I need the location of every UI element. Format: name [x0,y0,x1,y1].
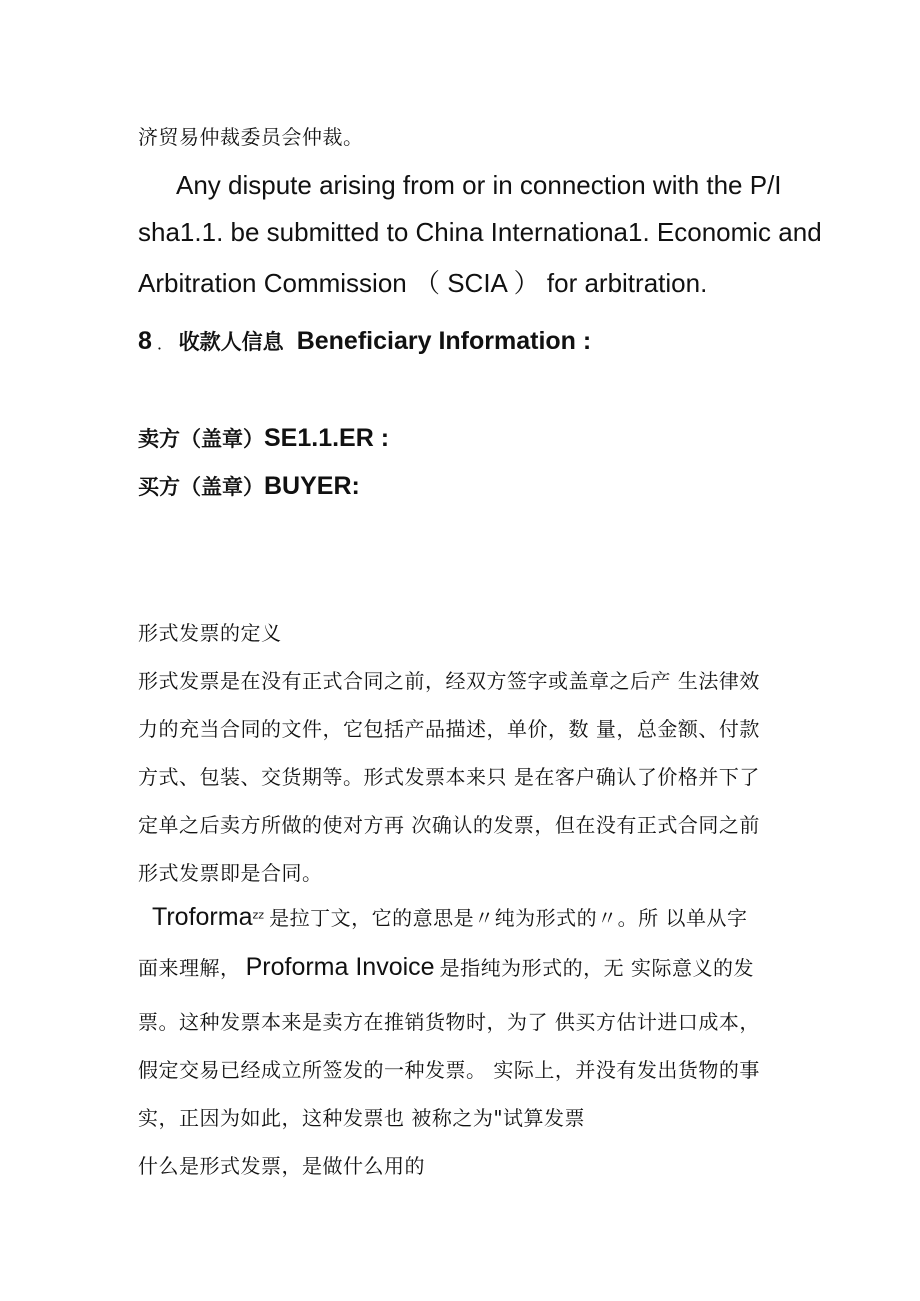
beneficiary-dot: ． [157,334,174,353]
latin-line-2-b: 是指纯为形式的，无 实际意义的发 [439,956,755,980]
definition-line: 形式发票即是合同。 [138,861,323,885]
latin-line-1 [152,902,748,932]
arbitration-en-line-1: Any dispute arising from or in connection with the P/I [176,170,782,200]
beneficiary-label-en: Beneficiary Information : [296,327,592,355]
latin-line-2 [138,952,754,982]
latin-line-5: 实，正因为如此，这种发票也 被称之为"试算发票 [138,1106,586,1130]
seller-label-cn: 卖方（盖章） [138,427,264,451]
beneficiary-heading [138,326,591,356]
definition-line: 定单之后卖方所做的使对方再 次确认的发票，但在没有正式合同之前 [138,813,760,837]
latin-sup: zz [252,908,265,922]
seller-label-en: SE1.1.ER : [264,424,390,452]
arbitration-cn-tail: 济贸易仲裁委员会仲裁。 [138,125,364,149]
definition-line: 方式、包装、交货期等。形式发票本来只 是在客户确认了价格并下了 [138,765,760,789]
definition-title: 形式发票的定义 [138,621,282,645]
latin-line-4: 假定交易已经成立所签发的一种发票。 实际上，并没有发出货物的事 [138,1058,760,1082]
buyer-label-cn: 买方（盖章） [138,475,264,499]
seller-signature [138,423,389,453]
buyer-signature [138,471,360,501]
latin-line-3: 票。这种发票本来是卖方在推销货物时，为了 供买方估计进口成本， [138,1010,760,1034]
latin-line-2-a: 面来理解， [138,956,241,980]
arbitration-en-line-2: sha1.1. be submitted to China Internationa1. Economic and [138,217,822,247]
definition-line: 力的充当合同的文件，它包括产品描述，单价，数 量，总金额、付款 [138,717,760,741]
latin-line-1-rest: 是拉丁文，它的意思是〃纯为形式的〃。所 以单从字 [269,906,748,930]
arbitration-en-line-3: Arbitration Commission （ SCIA ） for arbitration. [138,268,708,298]
buyer-label-en: BUYER: [264,472,360,500]
question-heading: 什么是形式发票，是做什么用的 [138,1154,425,1178]
latin-word: Troforma [152,903,253,931]
definition-line: 形式发票是在没有正式合同之前，经双方签字或盖章之后产 生法律效 [138,669,760,693]
beneficiary-number: 8 [138,327,152,355]
latin-line-2-en: Proforma Invoice [245,953,435,981]
beneficiary-label-cn: 收款人信息 [178,330,284,354]
